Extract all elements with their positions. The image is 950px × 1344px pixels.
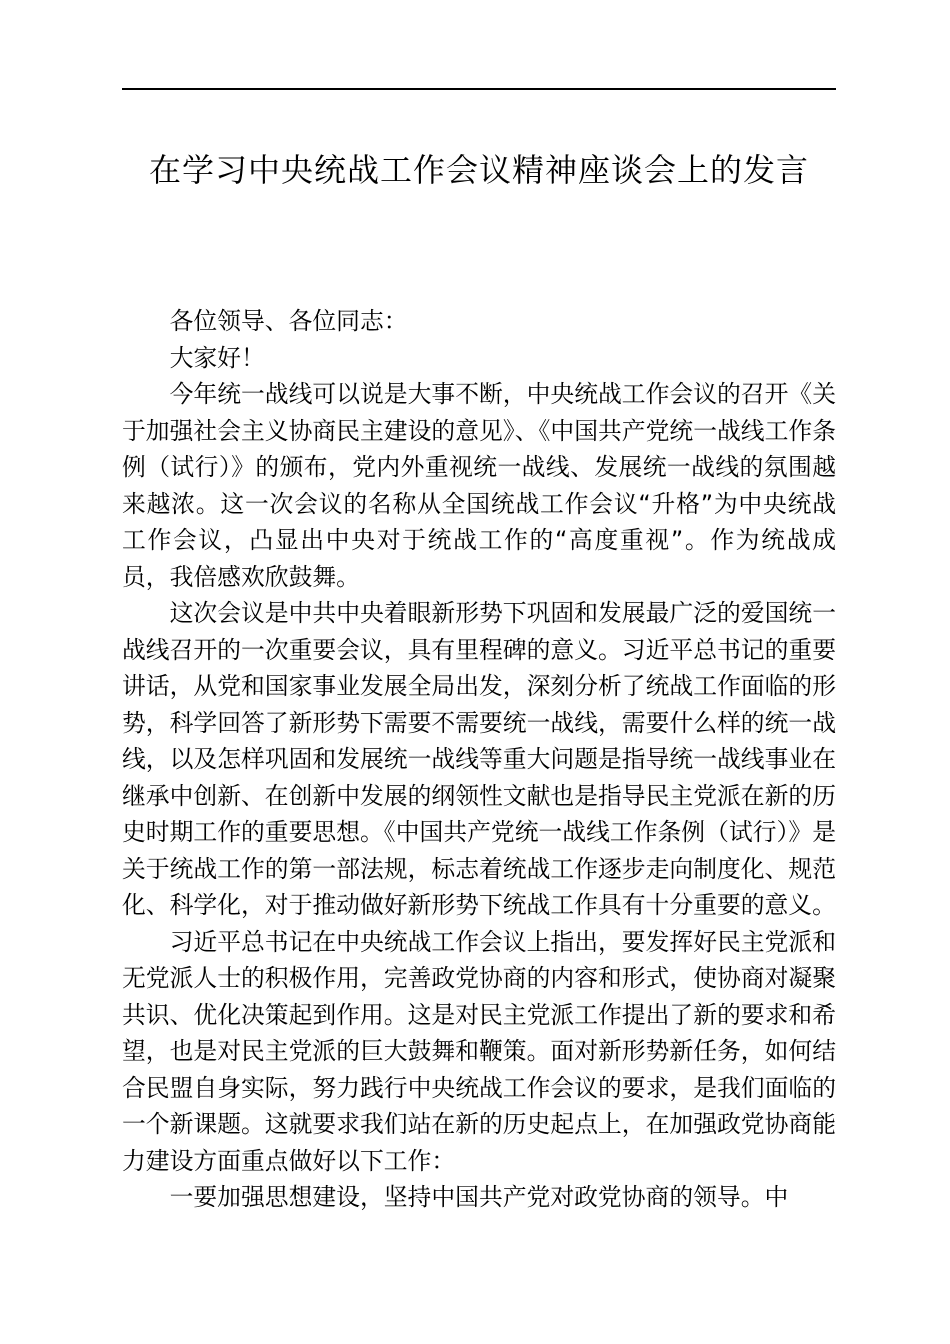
document-title: 在学习中央统战工作会议精神座谈会上的发言 <box>148 151 809 189</box>
paragraph: 习近平总书记在中央统战工作会议上指出，要发挥好民主党派和无党派人士的积极作用，完善政党协商的内容和形式，使协商对凝聚共识、优化决策起到作用。这是对民主党派工作提出了新的要求和希望，也是对民主党派的巨大鼓舞和鞭策。面对新形势新任务，如何结合民盟自身实际，努力践行中央统战工作会议的要求，是我们面临的一个新课题。这就要求我们站在新的历史起点上，在加强政党协商能力建设方面重点做好以下工作： <box>122 927 836 1175</box>
salutation: 各位领导、各位同志： <box>169 307 408 335</box>
paragraph: 这次会议是中共中央着眼新形势下巩固和发展最广泛的爱国统一战线召开的一次重要会议，具有里程碑的意义。习近平总书记的重要讲话，从党和国家事业发展全局出发，深刻分析了统战工作面临的形势，科学回答了新形势下需要不需要统一战线，需要什么样的统一战线，以及怎样巩固和发展统一战线等重大问题是指导统一战线事业在继承中创新、在创新中发展的纲领性文献也是指导民主党派在新的历史时期工作的重要思想。《中国共产党统一战线工作条例（试行）》是关于统战工作的第一部法规，标志着统战工作逐步走向制度化、规范化、科学化，对于推动做好新形势下统战工作具有十分重要的意义。 <box>122 599 836 919</box>
header-rule <box>122 88 836 90</box>
paragraph: 一要加强思想建设，坚持中国共产党对政党协商的领导。中 <box>169 1183 789 1211</box>
paragraph: 今年统一战线可以说是大事不断，中央统战工作会议的召开《关于加强社会主义协商民主建设的意见》、《中国共产党统一战线工作条例（试行）》的颁布，党内外重视统一战线、发展统一战线的氛围越来越浓。这一次会议的名称从全国统战工作会议“升格”为中央统战工作会议，凸显出中央对于统战工作的“高度重视”。作为统战成员，我倍感欢欣鼓舞。 <box>122 380 836 591</box>
greeting: 大家好！ <box>169 343 265 372</box>
document-body <box>122 303 836 1216</box>
